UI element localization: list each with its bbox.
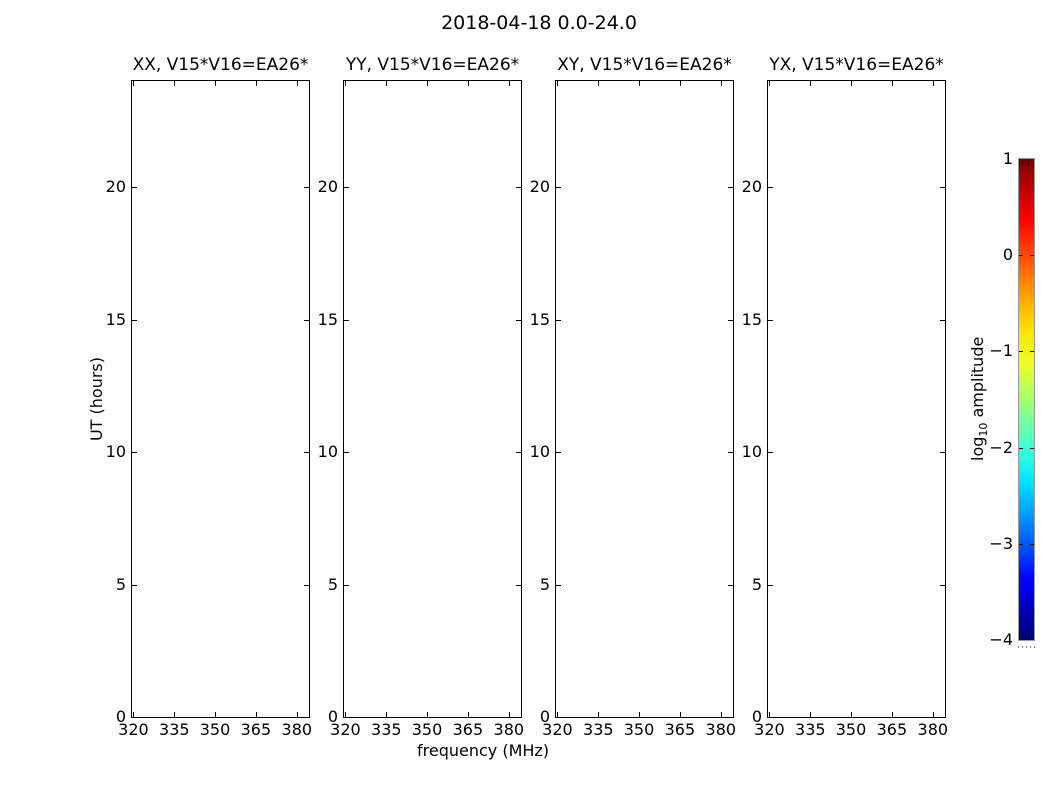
subplot-title: XY, V15*V16=EA26*	[557, 55, 732, 75]
figure-title: 2018-04-18 0.0-24.0	[441, 12, 637, 34]
x-tick-mark	[133, 712, 134, 717]
y-tick-mark	[556, 585, 561, 586]
x-tick-mark	[851, 712, 852, 717]
y-tick-label: 15	[317, 309, 338, 329]
x-tick-mark	[557, 712, 558, 717]
y-tick-label: 5	[327, 574, 338, 594]
x-axis-label: frequency (MHz)	[417, 741, 550, 760]
y-tick-mark	[132, 452, 137, 453]
colorbar-tick-label: 1	[1002, 149, 1013, 168]
x-tick-mark-top	[468, 81, 469, 86]
subplot-panel	[529, 55, 737, 739]
y-tick-label: 10	[317, 441, 338, 461]
y-tick-label: 10	[741, 441, 762, 461]
colorbar-tick-mark	[1030, 544, 1034, 545]
colorbar-tick-label: −2	[989, 437, 1013, 457]
x-tick-mark	[174, 712, 175, 717]
subplot-title: YY, V15*V16=EA26*	[345, 55, 520, 75]
x-tick-label: 335	[583, 720, 614, 739]
y-tick-mark-right	[516, 187, 521, 188]
x-tick-mark-top	[598, 81, 599, 86]
x-tick-label: 350	[623, 720, 655, 739]
y-tick-mark-right	[940, 187, 945, 188]
x-tick-mark-top	[297, 81, 298, 86]
y-tick-mark-right	[516, 452, 521, 453]
y-tick-mark-right	[728, 187, 733, 188]
y-tick-label: 15	[741, 309, 762, 329]
y-tick-mark	[344, 187, 349, 188]
y-tick-label: 20	[317, 177, 338, 196]
y-tick-mark	[768, 452, 773, 453]
y-tick-mark-right	[940, 585, 945, 586]
subplot-panel	[317, 55, 525, 739]
x-tick-label: 320	[542, 720, 573, 739]
x-tick-mark	[215, 712, 216, 717]
x-tick-label: 350	[835, 720, 867, 739]
y-tick-mark	[768, 320, 773, 321]
x-tick-mark-top	[721, 81, 722, 86]
y-tick-mark-right	[516, 585, 521, 586]
colorbar-tick-label: −4	[989, 630, 1013, 649]
y-tick-mark	[556, 452, 561, 453]
y-tick-mark	[132, 320, 137, 321]
y-tick-label: 20	[105, 177, 126, 196]
colorbar-edge-comb-bottom	[1019, 633, 1034, 640]
x-tick-mark-top	[892, 81, 893, 86]
colorbar-tick-mark	[1030, 351, 1034, 352]
x-tick-mark	[256, 712, 257, 717]
colorbar-edge-comb-top	[1019, 159, 1034, 166]
subplot-title: XX, V15*V16=EA26*	[132, 55, 309, 75]
x-tick-mark	[721, 712, 722, 717]
y-tick-label: 5	[539, 574, 550, 594]
x-tick-mark-top	[174, 81, 175, 86]
colorbar-tick-mark	[1030, 255, 1034, 256]
x-tick-mark	[598, 712, 599, 717]
x-tick-label: 365	[876, 720, 908, 739]
x-tick-mark	[639, 712, 640, 717]
x-tick-mark-top	[639, 81, 640, 86]
x-tick-mark-top	[680, 81, 681, 86]
y-tick-label: 20	[529, 177, 550, 196]
y-tick-label: 5	[751, 574, 762, 594]
x-tick-mark-top	[345, 81, 346, 86]
x-tick-label: 365	[452, 720, 484, 739]
y-tick-mark-right	[728, 320, 733, 321]
x-tick-mark-top	[509, 81, 510, 86]
y-tick-mark-right	[304, 320, 309, 321]
x-tick-label: 380	[281, 720, 313, 739]
colorbar-tick-mark	[1019, 448, 1023, 449]
colorbar-edge-dots	[1018, 646, 1035, 648]
x-tick-mark	[468, 712, 469, 717]
y-tick-mark	[344, 452, 349, 453]
x-tick-mark	[810, 712, 811, 717]
y-tick-label: 0	[115, 707, 126, 726]
x-tick-label: 380	[917, 720, 949, 739]
colorbar-tick-mark	[1019, 351, 1023, 352]
x-tick-mark	[297, 712, 298, 717]
x-tick-mark	[427, 712, 428, 717]
y-tick-mark-right	[516, 320, 521, 321]
x-tick-mark-top	[427, 81, 428, 86]
y-tick-mark-right	[728, 452, 733, 453]
y-tick-label: 0	[327, 707, 338, 726]
x-tick-mark	[933, 712, 934, 717]
x-tick-label: 365	[240, 720, 272, 739]
y-tick-mark	[768, 585, 773, 586]
colorbar-label	[968, 336, 991, 461]
x-tick-mark-top	[769, 81, 770, 86]
y-tick-mark-right	[304, 585, 309, 586]
x-tick-mark	[386, 712, 387, 717]
colorbar-tick-mark	[1019, 544, 1023, 545]
x-tick-mark	[345, 712, 346, 717]
x-tick-label: 335	[795, 720, 826, 739]
y-tick-label: 20	[741, 177, 762, 196]
x-tick-mark-top	[933, 81, 934, 86]
y-tick-label: 15	[529, 309, 550, 329]
x-tick-mark-top	[557, 81, 558, 86]
x-tick-label: 380	[705, 720, 737, 739]
x-tick-label: 320	[754, 720, 785, 739]
x-tick-mark-top	[133, 81, 134, 86]
x-tick-label: 350	[411, 720, 443, 739]
y-tick-mark-right	[304, 187, 309, 188]
y-tick-label: 10	[529, 441, 550, 461]
y-tick-label: 5	[115, 574, 126, 594]
colorbar-label-suffix: amplitude	[968, 336, 987, 423]
y-tick-label: 10	[105, 441, 126, 461]
y-axis-label: UT (hours)	[87, 356, 106, 442]
x-tick-mark	[680, 712, 681, 717]
x-tick-mark-top	[215, 81, 216, 86]
y-tick-mark	[132, 585, 137, 586]
subplot-panel	[741, 55, 949, 739]
x-tick-label: 350	[199, 720, 231, 739]
y-tick-mark-right	[304, 452, 309, 453]
colorbar-tick-label: −3	[989, 533, 1013, 553]
colorbar	[989, 149, 1035, 649]
x-tick-label: 380	[493, 720, 525, 739]
y-tick-label: 0	[539, 707, 550, 726]
x-tick-mark	[892, 712, 893, 717]
y-tick-label: 15	[105, 309, 126, 329]
y-tick-mark	[132, 187, 137, 188]
x-tick-mark-top	[851, 81, 852, 86]
x-tick-label: 335	[371, 720, 402, 739]
x-tick-mark-top	[386, 81, 387, 86]
x-tick-label: 335	[159, 720, 190, 739]
y-tick-mark	[344, 585, 349, 586]
x-tick-label: 320	[330, 720, 361, 739]
colorbar-label-subscript: 10	[977, 422, 991, 437]
subplot-title: YX, V15*V16=EA26*	[769, 55, 944, 75]
y-tick-mark	[556, 320, 561, 321]
colorbar-tick-mark	[1019, 255, 1023, 256]
x-tick-mark-top	[256, 81, 257, 86]
y-tick-label: 0	[751, 707, 762, 726]
y-tick-mark	[768, 187, 773, 188]
x-tick-label: 365	[664, 720, 696, 739]
colorbar-tick-label: 0	[1002, 245, 1013, 265]
x-tick-mark	[769, 712, 770, 717]
x-tick-mark-top	[810, 81, 811, 86]
y-tick-mark-right	[940, 320, 945, 321]
y-tick-mark	[556, 187, 561, 188]
y-tick-mark-right	[940, 452, 945, 453]
y-tick-mark	[344, 320, 349, 321]
x-tick-label: 320	[118, 720, 149, 739]
colorbar-tick-label: −1	[989, 341, 1013, 361]
x-tick-mark	[509, 712, 510, 717]
subplot-panel	[105, 55, 313, 739]
colorbar-tick-mark	[1030, 448, 1034, 449]
colorbar-label-prefix: log	[968, 436, 987, 461]
y-tick-mark-right	[728, 585, 733, 586]
